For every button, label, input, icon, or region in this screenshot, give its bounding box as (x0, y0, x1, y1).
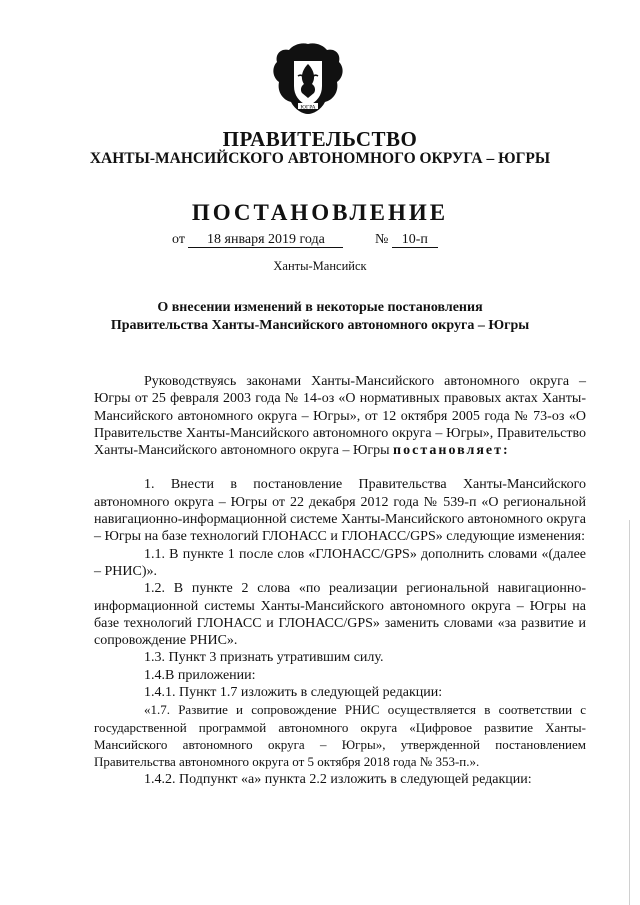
resolves-word: постановляет: (393, 443, 510, 459)
body-text (94, 373, 586, 788)
paragraph-1-2: 1.2. В пункте 2 слова «по реализации региональной навигационно-информационной системы Ханты-Мансийского автономного округа – Югры на базе технологий ГЛОНАСС и ГЛОНАСС/GPS» заменить словами «за развитие и сопровождение РНИС». (94, 581, 586, 649)
paragraph-1: 1. Внести в постановление Правительства Ханты-Мансийского автономного округа – Югры от 22 декабря 2012 года № 539-п «О региональной навигационно-информационной системе Ханты-Мансийского автономного округа – Югры на базе технологий ГЛОНАСС и ГЛОНАСС/GPS» следующие изменения: (94, 477, 587, 545)
yugra-coat-of-arms-icon (271, 40, 345, 118)
document-type: ПОСТАНОВЛЕНИЕ (191, 200, 449, 225)
preamble-paragraph (94, 373, 586, 459)
paragraph-1-4-1: 1.4.1. Пункт 1.7 изложить в следующей редакции: (144, 685, 443, 701)
number-sign: № (374, 232, 389, 247)
title-line1: О внесении изменений в некоторые постановления (157, 300, 483, 315)
quoted-paragraph: «1.7. Развитие и сопровождение РНИС осуществляется в соответствии с государственной программой автономного округа «Цифровое развитие Ханты-Мансийского автономного округа – Югры», утвержденной постановлением Правительства автономного округа от 5 октября 2018 года № 353-п.». (94, 702, 586, 770)
emblem-label: ЮГРА (300, 104, 316, 111)
paragraph-1-4: 1.4.В приложении: (144, 667, 256, 683)
decree-number: 10-п (392, 232, 438, 248)
city: Ханты-Мансийск (273, 259, 367, 273)
org-name-line2: ХАНТЫ-МАНСИЙСКОГО АВТОНОМНОГО ОКРУГА – ЮГРЫ (89, 150, 551, 167)
preamble-text: Руководствуясь законами Ханты-Мансийского автономного округа – Югры от 25 февраля 2003 года № 14-оз «О нормативных правовых актах Ханты-Мансийского автономного округа – Югры», от 12 октября 2005 года № 73-оз «О Правительстве Ханты-Мансийского автономного округа – Югры», Правительство Ханты-Мансийского автономного округа – Югры (94, 374, 586, 459)
paragraph-1-3: 1.3. Пункт 3 признать утратившим силу. (144, 650, 384, 666)
date-number-line (172, 232, 438, 248)
date-prefix: от (172, 232, 185, 247)
org-name-line1: ПРАВИТЕЛЬСТВО (222, 127, 418, 151)
paragraph-1-4-2: 1.4.2. Подпункт «а» пункта 2.2 изложить в следующей редакции: (144, 771, 532, 787)
paragraph-1-1: 1.1. В пункте 1 после слов «ГЛОНАСС/GPS» дополнить словами «(далее – РНИС)». (94, 546, 586, 579)
title-line2: Правительства Ханты-Мансийского автономного округа – Югры (110, 318, 530, 333)
scan-edge-line (629, 520, 630, 905)
decree-date: 18 января 2019 года (188, 232, 343, 248)
